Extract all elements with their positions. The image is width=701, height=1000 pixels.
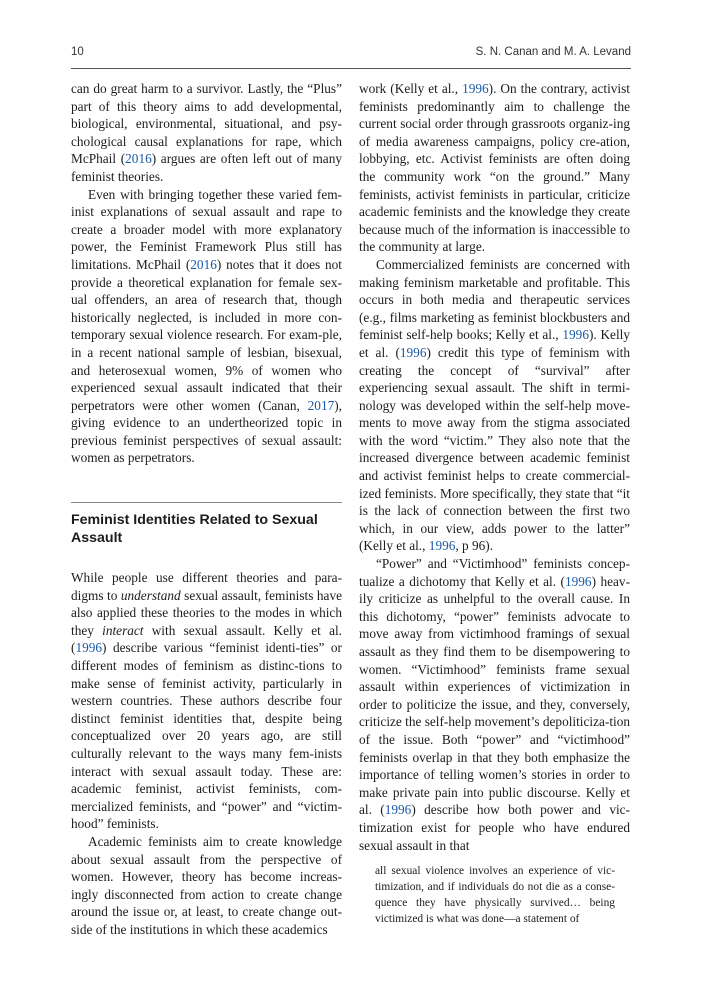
paragraph: Commercialized feminists are concerned with making feminism marketable and profitable. This occurs in both media and therapeutic services (e.g., films marketing as feminist blockbusters and feminist self-help books; Kelly et al., 1996). Kelly et al. (1996) credit this type of feminism with creating the concept of “survival” after experiencing sexual assault. The shift in termi-nology was developed within the self-help move-ments to move away from the stigma associated with the word “victim.” They also note that the increased divergence between academic feminist and activist feminist helps to create commercial-ized feminists. More specifically, they state that “it is the lack of connection between the first two which, in our view, adds power to the latter” (Kelly et al., 1996, p 96).	[359, 256, 630, 554]
citation-link[interactable]: 1996	[564, 573, 592, 589]
emphasis: interact	[102, 622, 144, 638]
paragraph: Academic feminists aim to create knowledge about sexual assault from the perspective of women. However, theory has become increas-ingly disconnected from action to create change around the issue or, at least, to create change out-side of the institutions in which these academics	[71, 833, 342, 937]
paragraph: work (Kelly et al., 1996). On the contrary, activist feminists predominantly aim to challenge the current social order through grassroots organiz-ing of media awareness campaigns, policy cre-ation, lobbying, etc. Activist feminists are often doing the community work “on the ground.” Many feminists, activist feminists in particular, criticize academic feminists and the knowledge they create because much of the information is inaccessible to the community at large.	[359, 81, 630, 255]
emphasis: understand	[120, 587, 181, 603]
citation-link[interactable]: 2016	[190, 256, 217, 272]
citation-link[interactable]: 2017	[307, 397, 335, 413]
citation-link[interactable]: 1996	[462, 81, 489, 96]
citation-link[interactable]: 2016	[125, 151, 152, 167]
citation-link[interactable]: 1996	[562, 327, 589, 343]
paragraph: can do great harm to a survivor. Lastly, the “Plus” part of this theory aims to add developmental, biological, environmental, situational, and psy-chological causal explanations for rape, which McPhail (2016) argues are often left out of many feminist theories.	[71, 81, 343, 184]
citation-link[interactable]: 1996	[399, 344, 427, 360]
section-heading: Feminist Identities Related to Sexual Assault	[71, 512, 318, 547]
paragraph: “Power” and “Victimhood” feminists concep-tualize a dichotomy that Kelly et al. (1996) heav-ily criticize as unhelpful to the overall cause. In this dichotomy, “power” feminists advocate to move away from victimhood framings of sexual assault as they find them to be disempowering to women. “Victimhood” feminists frame sexual assault within experiences of victimization in order to politicize the issue, and they, conversely, criticize the self-help movement’s depoliticiza-tion of the issue. Both “power” and “victimhood” feminists overlap in that they both emphasize the importance of telling women’s stories in order to make private pain into public discourse. Kelly et al. (1996) describe how both power and vic-timization exist for people who have endured sexual assault in that	[359, 556, 631, 853]
block-quote: all sexual violence involves an experience of vic-timization, and if individuals do not die as a conse-quence they have physically survived… being victimized is what was done—a statement of	[375, 865, 615, 925]
paragraph: Even with bringing together these varied fem-inist explanations of sexual assault and rape to create a broader model with more explanatory power, the Feminist Framework Plus still has limitations. McPhail (2016) notes that it does not provide a theoretical explanation for female sex-ual offenders, an area of research that, though historically neglected, is included in more con-temporary sexual violence research. For exam-ple, in a recent national sample of lesbian, bisexual, and heterosexual women, 9% of women who experienced sexual assault indicated that their perpetrators were other women (Canan, 2017), giving evidence to an undertheorized topic in previous feminist perspectives of sexual assault: women as perpetrators.	[71, 186, 343, 466]
running-head: S. N. Canan and M. A. Levand	[475, 46, 631, 58]
section-divider	[71, 502, 342, 503]
page-number: 10	[71, 46, 84, 58]
page-header	[71, 46, 631, 66]
citation-link[interactable]: 1996	[75, 640, 103, 656]
citation-link[interactable]: 1996	[428, 538, 456, 554]
paragraph: While people use different theories and para-digms to understand sexual assault, feminists have also applied these theories to the modes in which they interact with sexual assault. Kelly et al. (1996) describe various “feminist identi-ties” or different modes of feminism as distinc-tions to make sense of feminist activity, particularly in western countries. These authors describe four distinct feminist identities that, despite being conceptualized over 20 years ago, are still culturally relevant to the ways many fem-inists interact with sexual assault today. These are: academic feminist, activist feminists, com-mercialized feminists, and “power” and “victim-hood” feminists.	[71, 570, 342, 832]
left-column	[71, 80, 342, 939]
citation-link[interactable]: 1996	[384, 802, 412, 818]
right-column	[359, 80, 630, 927]
header-rule	[71, 68, 631, 69]
